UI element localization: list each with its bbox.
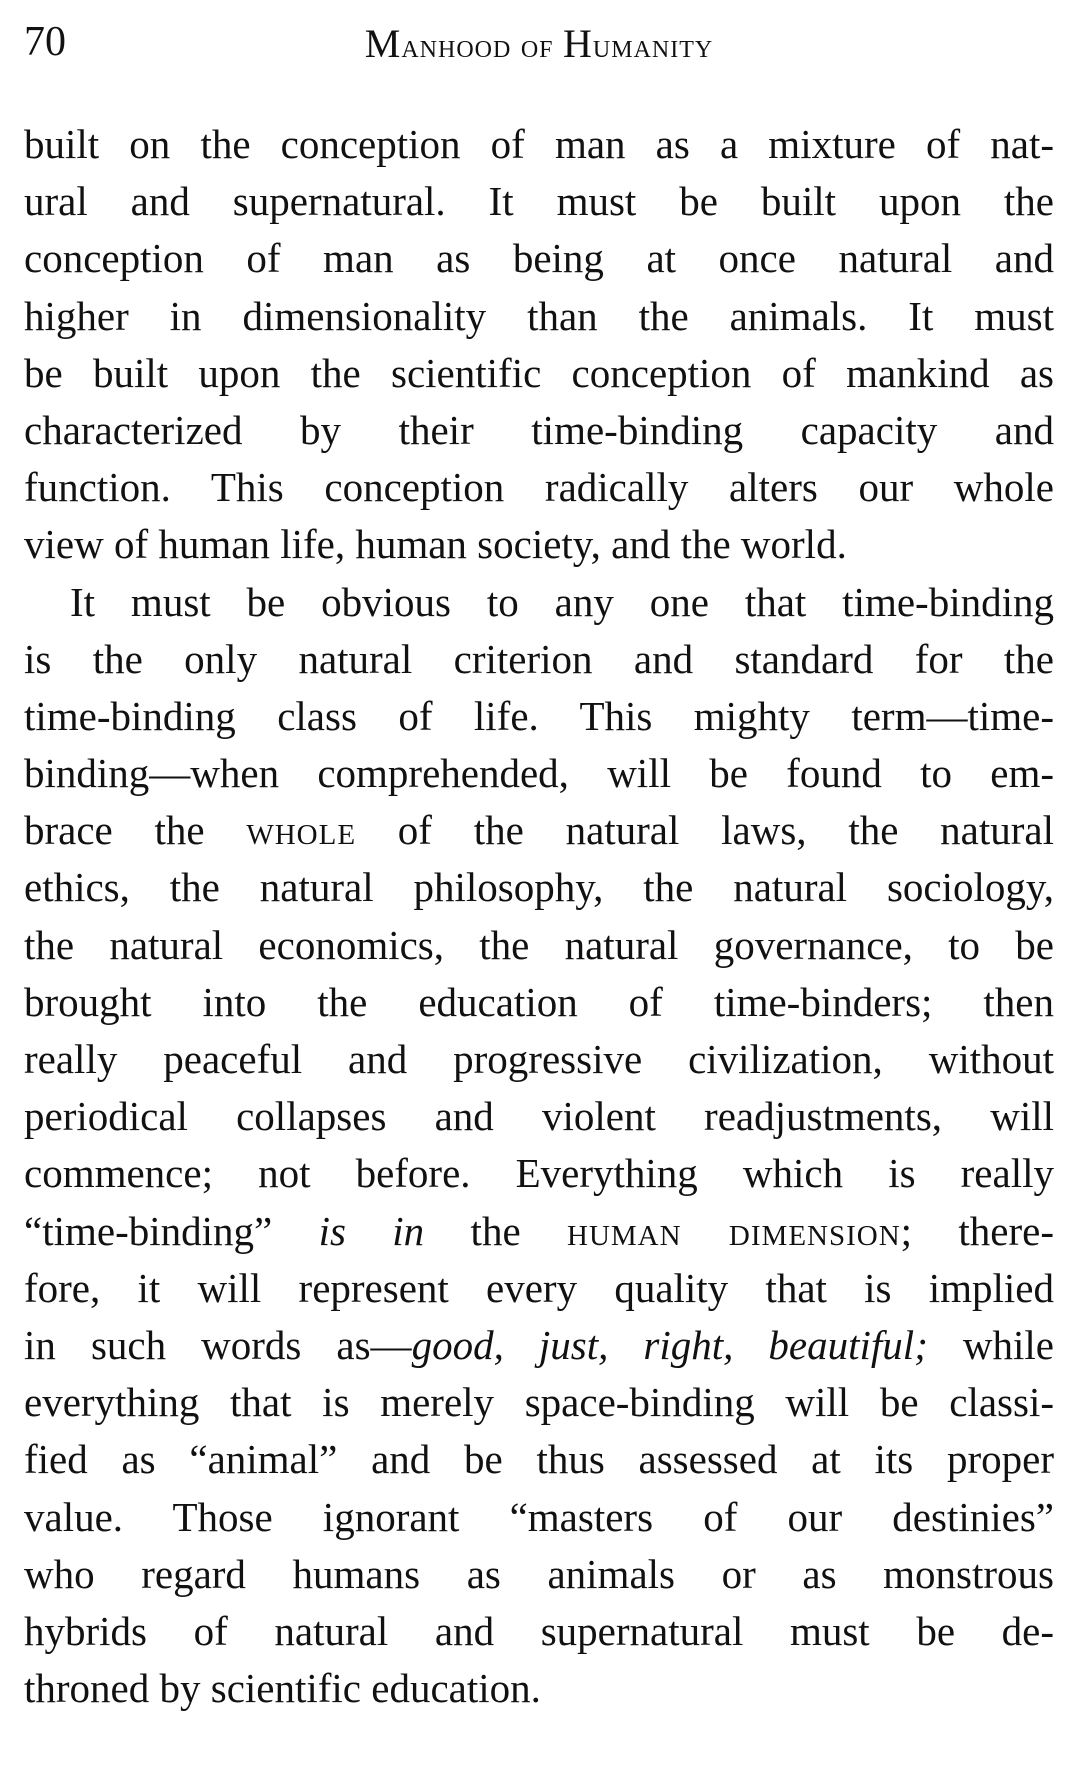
text-line: brought into the education of time-binders; then (24, 978, 1054, 1025)
text-line: hybrids of natural and supernatural must be de- (24, 1607, 1054, 1654)
text-line (24, 1317, 1054, 1374)
running-head-part-1: anhood of (401, 28, 564, 65)
italic-emphasis: good, just, right, beautiful; (411, 1321, 928, 1368)
text-line: binding—when comprehended, will be found to em- (24, 750, 1054, 797)
page-header (24, 14, 1054, 86)
text-line: built on the conception of man as a mixture of nat- (24, 121, 1054, 167)
text-line: commence; not before. Everything which is really (24, 1150, 1054, 1197)
text-line: throned by scientific education. (24, 1665, 541, 1712)
text-line: the natural economics, the natural governance, to be (24, 921, 1054, 968)
small-caps-emphasis: whole (246, 807, 357, 854)
text-line: really peaceful and progressive civilization, without (24, 1036, 1054, 1082)
text-line: fore, it will represent every quality that is implied (24, 1264, 1054, 1311)
text-segment: of the natural laws, the natural (356, 807, 1054, 854)
running-head-part-2: umanity (592, 28, 714, 65)
text-line (24, 802, 1054, 859)
text-line: is the only natural criterion and standard for the (24, 635, 1054, 682)
text-line: ural and supernatural. It must be built upon the (24, 178, 1054, 225)
text-line: value. Those ignorant “masters of our destinies” (24, 1493, 1054, 1540)
text-line: view of human life, human society, and the world. (24, 521, 847, 568)
text-line: time-binding class of life. This mighty term—time- (24, 692, 1054, 739)
text-line (24, 1203, 1054, 1260)
text-line: function. This conception radically alters our whole (24, 464, 1054, 511)
text-line: higher in dimensionality than the animals. It must (24, 292, 1054, 339)
text-segment: brace the (24, 807, 247, 854)
text-segment: the (424, 1207, 568, 1254)
running-head (24, 21, 1054, 67)
page-number: 70 (24, 19, 66, 65)
small-caps-emphasis: human dimension (567, 1207, 901, 1254)
text-line: It must be obvious to any one that time-binding (70, 578, 1054, 625)
text-line: characterized by their time-binding capacity and (24, 406, 1054, 453)
text-line: fied as “animal” and be thus assessed at its proper (24, 1436, 1054, 1483)
text-segment: “time-binding” (24, 1207, 319, 1254)
running-head-initial-2: H (563, 21, 593, 66)
text-segment: in such words as— (24, 1321, 412, 1368)
text-line: who regard humans as animals or as monstrous (24, 1550, 1054, 1597)
text-line: everything that is merely space-binding will be classi- (24, 1379, 1054, 1426)
italic-emphasis: is in (318, 1207, 425, 1254)
text-line: ethics, the natural philosophy, the natural sociology, (24, 864, 1054, 911)
text-segment: while (927, 1321, 1054, 1368)
book-page (24, 14, 1054, 1717)
text-line: be built upon the scientific conception of mankind as (24, 349, 1054, 396)
text-line: conception of man as being at once natural and (24, 235, 1054, 282)
running-head-initial-1: M (364, 21, 402, 66)
body-text (24, 116, 1054, 1717)
text-segment: ; there- (900, 1207, 1054, 1254)
text-line: periodical collapses and violent readjustments, will (24, 1093, 1054, 1140)
